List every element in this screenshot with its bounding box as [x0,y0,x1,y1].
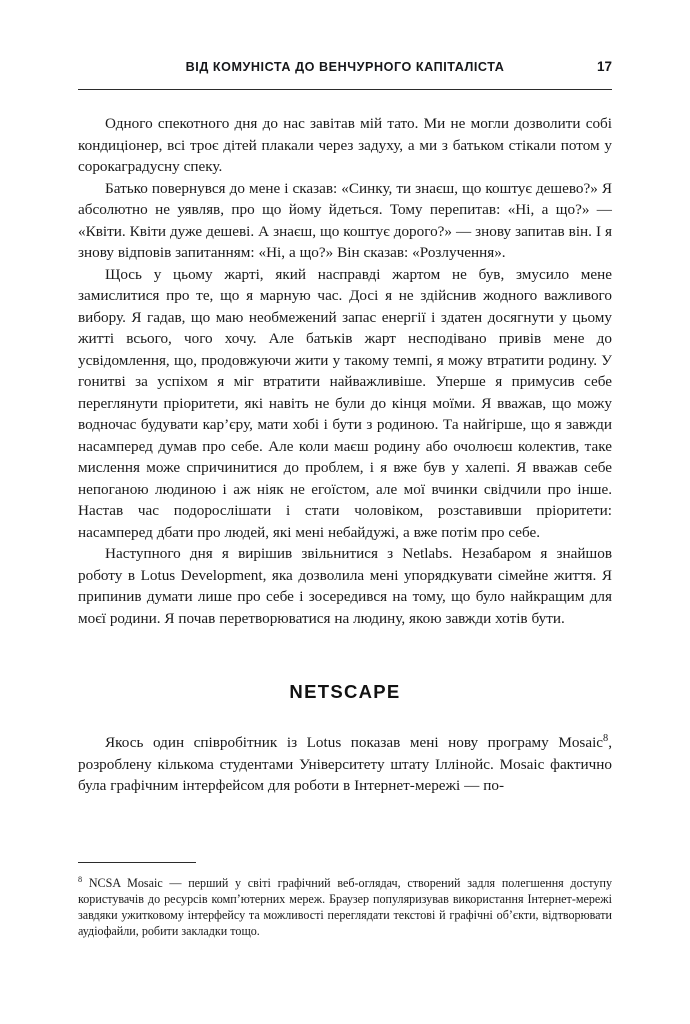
footnote [78,876,612,940]
footnote-reference[interactable]: 8 [603,732,609,744]
paragraph-text: Якось один співробітник із Lotus показав мені нову програму Mosaic$^8$, розроблену кількома студентами Університету штату Іллінойс. Mosaic фактично була графічним інтерфейсом для роботи в Інтернет-мережі — по- [78,732,612,794]
paragraph-with-footnote-ref [78,732,612,797]
page-number: 17 [596,59,612,74]
paragraph: Щось у цьому жарті, який насправді жартом не був, змусило мене замислитися про те, що я марную час. Досі я не здійснив жодного важливого вибору. Я гадав, що маю необмежений запас енергії і здатен досягнути у цьому житті всього, чого хочу. Але батьків жарт несподівано привів мене до усвідомлення, що, продовжуючи жити у такому темпі, я можу втратити родину. У гонитві за успіхом я міг втратити найважливіше. Уперше я примусив себе переглянути пріоритети, які навіть не були до кінця моїми. Я вважав, що можу водночас будувати кар’єру, мати хобі і бути з родиною. Та найгірше, що я завжди насамперед думав про себе. Але коли маєш родину або очолюєш колектив, таке мислення може спричинитися до проблем, і я вже був у халепі. Я вважав себе непоганою людиною і аж ніяк не егоїстом, але мої вчинки свідчили про інше. Настав час подорослішати і стати чоловіком, розставивши пріоритети: насамперед дбати про людей, які мені небайдужі, а вже потім про себе. [78,265,612,541]
footnote-area [78,862,612,940]
footnote-text: NCSA Mosaic — перший у світі графічний веб-оглядач, створений задля полегшення доступу користувачів до ресурсів комп’ютерних мереж. Браузер популяризував використання Інтернет-мережі завдяки ужитковому інтерфейсу та можливості переглядати текстові й графічні об’єкти, відтворювати аудіофайли, робити закладки тощо. [78,876,612,938]
paragraph: Наступного дня я вирішив звільнитися з Netlabs. Незабаром я знайшов роботу в Lotus Development, яка дозволила мені упорядкувати сімейне життя. Я припинив думати лише про себе і зосередився на тому, що було найкращим для моєї родини. Я почав перетворюватися на людину, якою завжди хотів бути. [78,545,612,627]
section-heading: NETSCAPE [289,681,401,702]
running-head-title: ВІД КОМУНІСТА ДО ВЕНЧУРНОГО КАПІТАЛІСТА [185,60,505,74]
footnote-marker: 8 [78,874,83,884]
paragraph: Одного спекотного дня до нас завітав мій тато. Ми не могли дозволити собі кондиціонер, всі троє дітей плакали через задуху, а ми з батьком стікали потом у сорокаградусну спеку. [78,115,612,175]
header-divider-rule [78,89,612,90]
text-column [78,113,612,797]
paragraph: Батько повернувся до мене і сказав: «Синку, ти знаєш, що коштує дешево?» Я абсолютно не уявляв, про що йому йдеться. Тому перепитав: «Ні, а що?» — «Квіти. Квіти дуже дешеві. А знаєш, що коштує дорого?» — знову запитав він. І я знову відповів запитанням: «Ні, а що?» Він сказав: «Розлучення». [78,179,612,261]
running-header [78,60,612,82]
footnote-separator-rule [78,862,196,863]
